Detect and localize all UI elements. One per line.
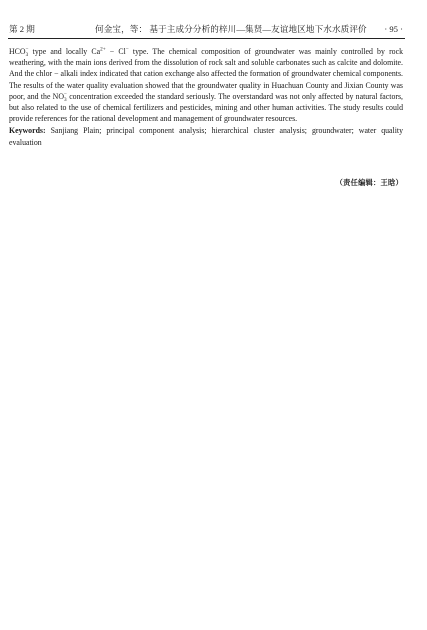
hco3-text: HCO xyxy=(9,47,26,56)
cl-superscript: − xyxy=(125,46,129,53)
hco3-superscript: − xyxy=(25,46,29,53)
keywords-separator: : xyxy=(43,126,46,136)
abstract-text-b: − Cl xyxy=(105,47,126,56)
header-divider xyxy=(8,38,405,39)
abstract-text-d: concentration exceeded the standard seriously. The overstandard was not only affected by natural factors, but also related to the use of chemical fertilizers and pesticides, mining and other human activities. The study results could provide references for the rational development and management of groundwater resources. xyxy=(9,91,403,124)
english-abstract xyxy=(9,46,403,148)
page-number: · 95 · xyxy=(384,24,403,34)
responsible-editor: （责任编辑：王晗） xyxy=(335,178,403,187)
running-title: 何金宝，等： 基于主成分分析的梓川—集贤—友谊地区地下水水质评价 xyxy=(95,24,367,34)
abstract-text-c: type. The chemical composition of groundwater was mainly controlled by rock weathering, with the main ions derived from the dissolution of rock salt and soluble carbonates such as calcite and dolomite. And the chlor − alkali index indicated that cation exchange also affected the formation of groundwater chemical components. The results of the water quality evaluation showed that the groundwater quality in Huachuan County and Jixian County was poor, and the NO xyxy=(9,47,404,101)
abstract-text-a: type and locally Ca xyxy=(28,47,101,56)
ca-superscript: 2+ xyxy=(100,46,106,53)
issue-label: 第 2 期 xyxy=(9,24,35,34)
hco3-charge xyxy=(25,46,29,59)
no3-charge xyxy=(64,91,67,104)
keywords-label: Keywords xyxy=(9,126,43,136)
hco3-subscript: 3 xyxy=(25,52,29,59)
keywords-line xyxy=(9,125,403,147)
keywords-list: Sanjiang Plain; principal component analysis; hierarchical cluster analysis; groundwater; water quality evaluation xyxy=(9,126,403,147)
hco3-formula xyxy=(9,46,29,59)
abstract-paragraph xyxy=(9,46,403,124)
no3-superscript: − xyxy=(64,91,67,98)
running-header xyxy=(9,22,403,36)
no3-subscript: 3 xyxy=(64,97,67,104)
